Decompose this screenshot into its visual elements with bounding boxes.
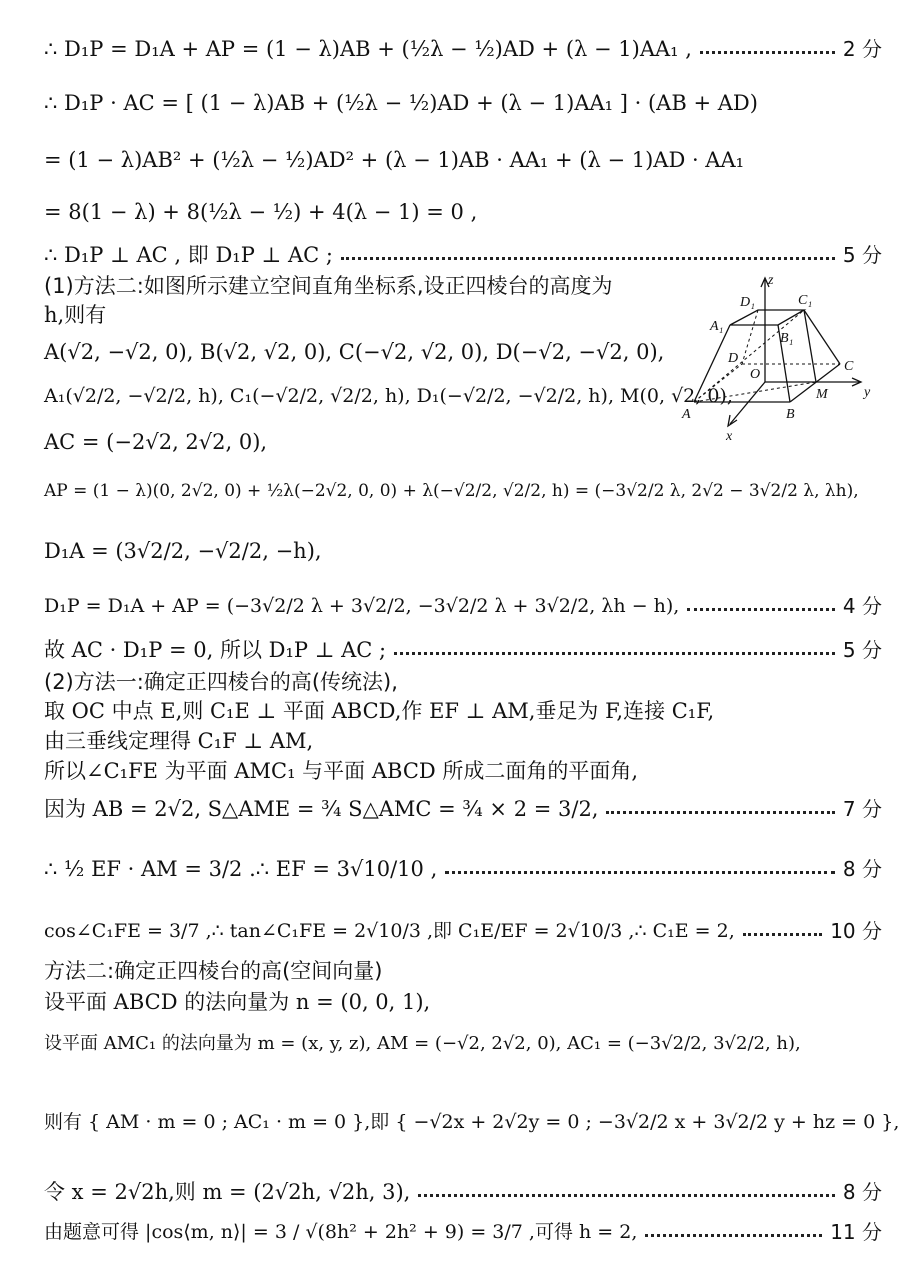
edge-CC1 (804, 310, 840, 364)
solution-line (44, 1030, 882, 1058)
line-text: 故 AC · D₁P = 0, 所以 D₁P ⊥ AC ; (44, 638, 387, 662)
frustum-diagram (680, 272, 892, 447)
solution-line (44, 1178, 882, 1206)
line-text: ∴ D₁P ⊥ AC , 即 D₁P ⊥ AC ; (44, 243, 333, 267)
score-mark: 7 分 (842, 797, 882, 821)
solution-line (44, 198, 882, 226)
solution-line (44, 89, 882, 117)
solution-line (44, 757, 882, 785)
line-text: AP = (1 − λ)(0, 2√2, 0) + ½λ(−2√2, 0, 0) + λ(−√2/2, √2/2, h) = (−3√2/2 λ, 2√2 − 3√2/2 λ, λh), (44, 481, 859, 501)
label-C1: C₁ (798, 293, 813, 308)
x-axis (730, 382, 765, 424)
score-mark: 4 分 (842, 594, 882, 618)
solution-line (44, 795, 882, 823)
leader-dots (341, 257, 835, 260)
solution-line (44, 272, 660, 300)
line-text: 令 x = 2√2h,则 m = (2√2h, √2h, 3), (44, 1180, 411, 1204)
solution-line (44, 592, 882, 620)
line-text: (2)方法一:确定正四棱台的高(传统法), (44, 670, 398, 694)
label-A1: A₁ (710, 319, 724, 334)
solution-line (44, 241, 882, 269)
score-mark: 5 分 (842, 638, 882, 662)
label-M: M (816, 387, 828, 402)
top-face (730, 310, 804, 325)
label-C: C (844, 359, 854, 374)
edge-AD (694, 364, 742, 402)
line-text: A(√2, −√2, 0), B(√2, √2, 0), C(−√2, √2, 0), D(−√2, −√2, 0), (44, 340, 665, 364)
solution-line (44, 668, 882, 696)
score-mark: 2 分 (842, 37, 882, 61)
line-text: 由三垂线定理得 C₁F ⊥ AM, (44, 729, 314, 753)
line-text: 因为 AB = 2√2, S△AME = ¾ S△AMC = ¾ × 2 = 3/2, (44, 797, 599, 821)
leader-dots (743, 933, 822, 936)
label-A: A (682, 407, 691, 422)
line-text: 设平面 AMC₁ 的法向量为 m = (x, y, z), AM = (−√2, 2√2, 0), AC₁ = (−3√2/2, 3√2/2, h), (44, 1033, 801, 1054)
score-mark: 5 分 (842, 243, 882, 267)
solution-line (44, 636, 882, 664)
edge-DD1 (742, 310, 758, 364)
solution-line (44, 957, 882, 985)
solution-line (44, 855, 882, 883)
label-B: B (786, 407, 795, 422)
line-text: 取 OC 中点 E,则 C₁E ⊥ 平面 ABCD,作 EF ⊥ AM,垂足为 F,连接 C₁F, (44, 699, 715, 723)
line-text: cos∠C₁FE = 3/7 ,∴ tan∠C₁FE = 2√10/3 ,即 C₁E/EF = 2√10/3 ,∴ C₁E = 2, (44, 920, 735, 942)
score-mark: 10 分 (830, 919, 882, 943)
solution-line (44, 697, 882, 725)
label-D1: D₁ (740, 295, 755, 310)
leader-dots (445, 871, 835, 874)
label-x: x (726, 429, 733, 444)
edge-C1M (804, 310, 816, 382)
label-z: z (768, 273, 774, 288)
label-O: O (750, 367, 761, 382)
line-text: D₁A = (3√2/2, −√2/2, −h), (44, 539, 322, 563)
label-B1: B₁ (780, 331, 794, 346)
score-mark: 8 分 (842, 857, 882, 881)
solution-line (44, 1218, 882, 1246)
score-mark: 11 分 (830, 1220, 882, 1244)
label-D: D (728, 351, 739, 366)
solution-line (44, 477, 882, 505)
line-text: = 8(1 − λ) + 8(½λ − ½) + 4(λ − 1) = 0 , (44, 200, 478, 224)
leader-dots (606, 811, 834, 814)
leader-dots (645, 1234, 822, 1237)
label-y: y (864, 385, 871, 400)
leader-dots (418, 1194, 835, 1197)
line-text: A₁(√2/2, −√2/2, h), C₁(−√2/2, √2/2, h), D₁(−√2/2, −√2/2, h), M(0, √2, 0), (44, 385, 733, 407)
leader-dots (394, 652, 835, 655)
score-mark: 8 分 (842, 1180, 882, 1204)
line-text: AC = (−2√2, 2√2, 0), (44, 430, 268, 454)
edge-AA1 (694, 325, 730, 402)
edge-BC (790, 364, 840, 402)
line-text: = (1 − λ)AB² + (½λ − ½)AD² + (λ − 1)AB · AA₁ + (λ − 1)AD · AA₁ (44, 148, 745, 172)
segment-AM (694, 382, 816, 402)
solution-line (44, 146, 882, 174)
line-text: 则有 { AM · m = 0 ; AC₁ · m = 0 },即 { −√2x + 2√2y = 0 ; −3√2/2 x + 3√2/2 y + hz = 0 }, (44, 1111, 900, 1133)
solution-line (44, 988, 882, 1016)
line-text: 由题意可得 |cos⟨m, n⟩| = 3 / √(8h² + 2h² + 9) = 3/7 ,可得 h = 2, (44, 1221, 638, 1243)
line-text: 所以∠C₁FE 为平面 AMC₁ 与平面 ABCD 所成二面角的平面角, (44, 759, 639, 783)
line-text: D₁P = D₁A + AP = (−3√2/2 λ + 3√2/2, −3√2/2 λ + 3√2/2, λh − h), (44, 595, 680, 617)
solution-line (44, 35, 882, 63)
solution-line (44, 917, 882, 945)
solution-line (44, 727, 882, 755)
line-text: ∴ D₁P · AC = [ (1 − λ)AB + (½λ − ½)AD + (λ − 1)AA₁ ] · (AB + AD) (44, 91, 758, 115)
line-text: (1)方法二:如图所示建立空间直角坐标系,设正四棱台的高度为 (44, 274, 613, 298)
line-text: ∴ ½ EF · AM = 3/2 .∴ EF = 3√10/10 , (44, 857, 438, 881)
line-text: ∴ D₁P = D₁A + AP = (1 − λ)AB + (½λ − ½)AD + (λ − 1)AA₁ , (44, 37, 692, 61)
frustum-coordinate-figure (680, 272, 892, 447)
leader-dots (700, 51, 835, 54)
solution-line (44, 537, 882, 565)
line-text: 设平面 ABCD 的法向量为 n = (0, 0, 1), (44, 990, 431, 1014)
line-text: 方法二:确定正四棱台的高(空间向量) (44, 959, 383, 983)
leader-dots (687, 608, 835, 611)
solution-line (44, 1100, 900, 1144)
line-text: h,则有 (44, 303, 107, 327)
